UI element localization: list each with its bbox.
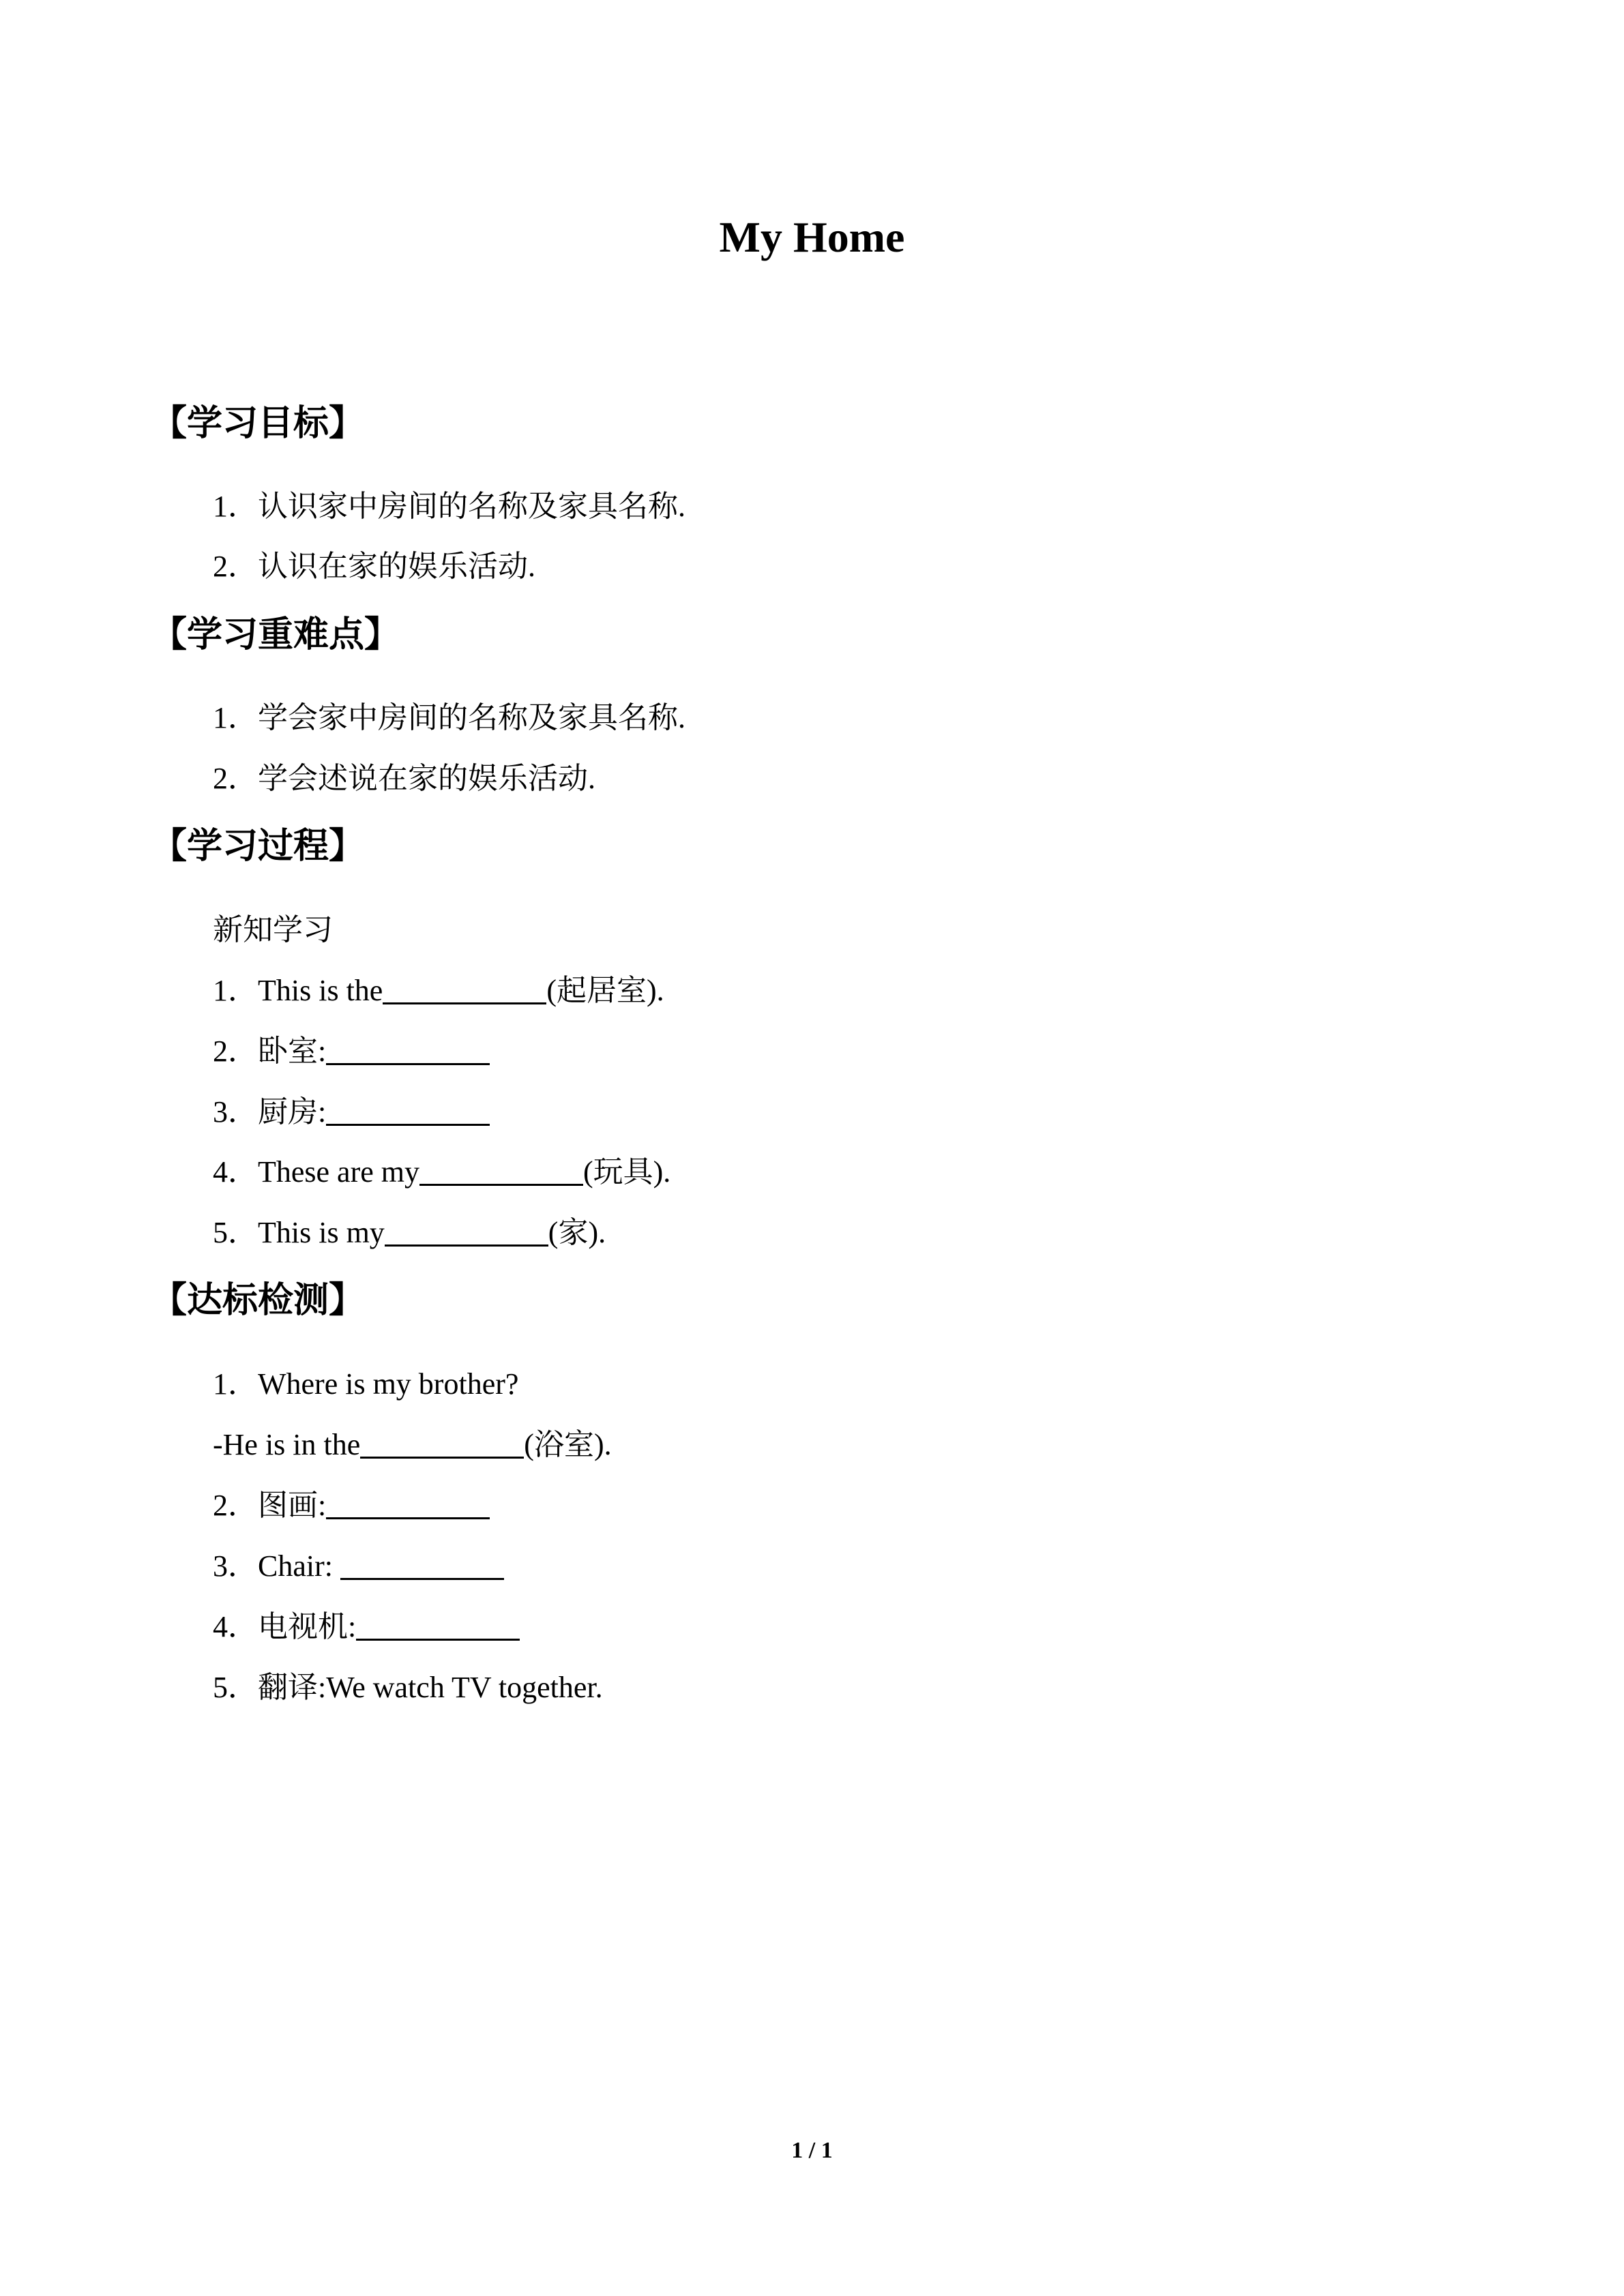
- assessment-text: 1．Where is my brother?: [213, 1367, 519, 1401]
- answer-blank[interactable]: [326, 1094, 490, 1126]
- answer-blank[interactable]: [326, 1033, 490, 1065]
- page-number: 1 / 1: [791, 2138, 833, 2163]
- assessment-line: [213, 1667, 603, 1708]
- assessment-line: [213, 1546, 504, 1587]
- answer-blank[interactable]: [383, 972, 546, 1004]
- assessment-text: 4．电视机:: [213, 1610, 357, 1643]
- exercise-hint: (家).: [548, 1216, 606, 1249]
- objective-item: 2．认识在家的娱乐活动.: [213, 550, 535, 583]
- objective-item: 1．认识家中房间的名称及家具名称.: [213, 490, 685, 523]
- assessment-line: [213, 1425, 612, 1465]
- exercise-line: [213, 1152, 670, 1193]
- assessment-line: [213, 1364, 518, 1405]
- assessment-line: [213, 1485, 490, 1526]
- key-point-item: 2．学会述说在家的娱乐活动.: [213, 762, 595, 795]
- section-heading-process: 【学习过程】: [151, 826, 365, 867]
- exercise-text: 2．卧室:: [213, 1034, 327, 1068]
- key-point-item: 1．学会家中房间的名称及家具名称.: [213, 701, 685, 734]
- document-title: My Home: [719, 213, 905, 261]
- assessment-text: -He is in the: [213, 1428, 361, 1461]
- assessment-line: [213, 1607, 520, 1648]
- exercise-hint: (玩具).: [583, 1155, 671, 1189]
- answer-blank[interactable]: [356, 1609, 520, 1641]
- section-heading-key-points: 【学习重难点】: [151, 614, 400, 655]
- assessment-hint: (浴室).: [524, 1428, 612, 1461]
- process-subheading: 新知学习: [213, 913, 333, 946]
- exercise-line: [213, 1092, 490, 1133]
- exercise-text: 4．These are my: [213, 1155, 419, 1189]
- exercise-text: 5．This is my: [213, 1216, 385, 1249]
- assessment-text: 3．Chair:: [213, 1549, 340, 1583]
- answer-blank[interactable]: [385, 1214, 548, 1247]
- exercise-line: [213, 1031, 490, 1072]
- exercise-line: [213, 1212, 606, 1253]
- answer-blank[interactable]: [360, 1427, 524, 1459]
- assessment-text: 5．翻译:We watch TV together.: [213, 1671, 603, 1704]
- answer-blank[interactable]: [419, 1154, 583, 1186]
- assessment-text: 2．图画:: [213, 1489, 327, 1522]
- exercise-text: 3．厨房:: [213, 1095, 327, 1129]
- answer-blank[interactable]: [326, 1487, 490, 1519]
- section-heading-assessment: 【达标检测】: [151, 1280, 365, 1321]
- exercise-line: [213, 970, 664, 1011]
- section-heading-objectives: 【学习目标】: [151, 403, 365, 444]
- answer-blank[interactable]: [340, 1548, 504, 1580]
- exercise-text: 1．This is the: [213, 974, 383, 1007]
- exercise-hint: (起居室).: [546, 974, 664, 1007]
